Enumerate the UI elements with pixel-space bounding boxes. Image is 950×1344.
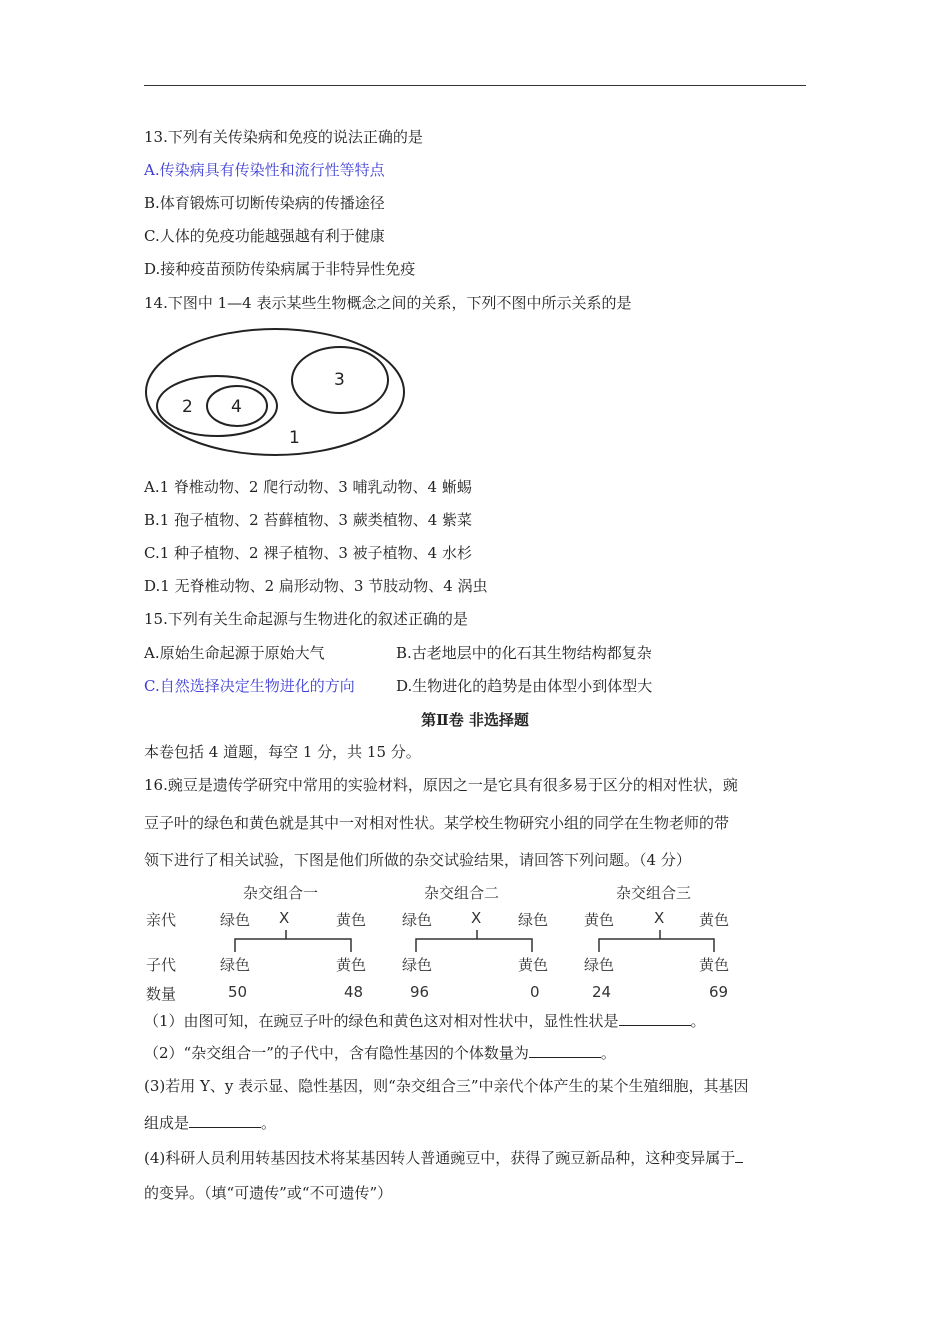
group1-cross: X <box>279 909 290 927</box>
label-1: 1 <box>289 428 300 448</box>
group1-count-right: 48 <box>344 983 364 1001</box>
group3-count-right: 69 <box>709 983 729 1001</box>
q13-option-c: C.人体的免疫功能越强越有利于健康 <box>144 227 385 245</box>
venn-diagram <box>144 322 410 458</box>
q16-sub4-line2: 的变异。（填“可遗传”或“不可遗传”） <box>144 1184 393 1202</box>
q15-option-c: C.自然选择决定生物进化的方向 <box>144 677 355 695</box>
q14-option-d: D.1 无脊椎动物、2 扁形动物、3 节肢动物、4 涡虫 <box>144 577 488 595</box>
q16-sub2 <box>144 1043 616 1063</box>
group2-cross: X <box>471 909 482 927</box>
cross-brackets <box>146 880 736 1004</box>
q15-option-d: D.生物进化的趋势是由体型小到体型大 <box>396 677 653 695</box>
cross-results-figure <box>146 880 736 1004</box>
q16-sub3-blank[interactable] <box>189 1113 261 1128</box>
q16-sub3-text: 组成是 <box>144 1114 190 1132</box>
group3-title: 杂交组合三 <box>616 884 692 902</box>
q14-option-c: C.1 种子植物、2 裸子植物、3 被子植物、4 水杉 <box>144 544 472 562</box>
group3-child-right: 黄色 <box>699 956 730 974</box>
q16-sub2-end: 。 <box>600 1044 616 1062</box>
label-2: 2 <box>182 397 193 417</box>
q13-option-d: D.接种疫苗预防传染病属于非特异性免疫 <box>144 260 416 278</box>
group1-parent-right: 黄色 <box>336 911 367 929</box>
q16-para-line3: 领下进行了相关试验，下图是他们所做的杂交试验结果，请回答下列问题。（4 分） <box>144 851 691 869</box>
group2-parent-left: 绿色 <box>402 911 433 929</box>
q14-option-b: B.1 孢子植物、2 苔藓植物、3 蕨类植物、4 紫菜 <box>144 511 473 529</box>
group1-parent-left: 绿色 <box>220 911 251 929</box>
q15-option-a: A.原始生命起源于原始大气 <box>144 644 325 662</box>
q16-sub4-text: (4)科研人员利用转基因技术将某基因转人普通豌豆中，获得了豌豆新品种，这种变异属于 <box>144 1149 736 1167</box>
group3-parent-right: 黄色 <box>699 911 730 929</box>
q13-option-a: A.传染病具有传染性和流行性等特点 <box>144 161 385 179</box>
group2-count-right: 0 <box>530 983 540 1001</box>
header-rule <box>144 85 806 86</box>
q16-sub1-blank[interactable] <box>619 1011 691 1026</box>
q16-sub2-blank[interactable] <box>529 1043 601 1058</box>
q15-option-b: B.古老地层中的化石其生物结构都复杂 <box>396 644 652 662</box>
q15-stem: 15.下列有关生命起源与生物进化的叙述正确的是 <box>144 610 468 628</box>
label-4: 4 <box>231 397 242 417</box>
section2-title: 第Ⅱ卷 非选择题 <box>421 711 529 729</box>
group2-title: 杂交组合二 <box>424 884 500 902</box>
group2-child-left: 绿色 <box>402 956 433 974</box>
group2-child-right: 黄色 <box>518 956 549 974</box>
ellipse-2 <box>157 376 277 436</box>
ellipse-1 <box>146 329 404 455</box>
q13-stem: 13.下列有关传染病和免疫的说法正确的是 <box>144 128 423 146</box>
group1-child-right: 黄色 <box>336 956 367 974</box>
q14-stem: 14.下图中 1—4 表示某些生物概念之间的关系，下列不图中所示关系的是 <box>144 294 632 312</box>
q16-sub1-end: 。 <box>690 1012 706 1030</box>
group2-count-left: 96 <box>410 983 430 1001</box>
q14-option-a: A.1 脊椎动物、2 爬行动物、3 哺乳动物、4 蜥蜴 <box>144 478 472 496</box>
group3-parent-left: 黄色 <box>584 911 615 929</box>
label-3: 3 <box>334 370 345 390</box>
q16-para-line1: 16.豌豆是遗传学研究中常用的实验材料，原因之一是它具有很多易于区分的相对性状，豌 <box>144 776 738 794</box>
row-label-offspring: 子代 <box>146 956 177 974</box>
q16-sub4-blank[interactable] <box>735 1148 743 1163</box>
q16-sub2-text: （2）“杂交组合一”的子代中，含有隐性基因的个体数量为 <box>144 1044 529 1062</box>
group3-child-left: 绿色 <box>584 956 615 974</box>
section2-intro: 本卷包括 4 道题，每空 1 分，共 15 分。 <box>144 743 421 761</box>
row-label-count: 数量 <box>146 985 177 1003</box>
q16-sub1-text: （1）由图可知，在豌豆子叶的绿色和黄色这对相对性状中，显性性状是 <box>144 1012 619 1030</box>
group1-bracket <box>235 939 351 952</box>
group1-title: 杂交组合一 <box>243 884 319 902</box>
q16-sub3-line2 <box>144 1113 276 1133</box>
group2-parent-right: 绿色 <box>518 911 549 929</box>
q16-sub4-line1 <box>144 1148 743 1168</box>
group3-count-left: 24 <box>592 983 612 1001</box>
q16-para-line2: 豆子叶的绿色和黄色就是其中一对相对性状。某学校生物研究小组的同学在生物老师的带 <box>144 814 730 832</box>
group3-bracket <box>599 939 714 952</box>
q16-sub3-line1: (3)若用 Y、y 表示显、隐性基因，则“杂交组合三”中亲代个体产生的某个生殖细胞，其基因 <box>144 1077 749 1095</box>
q13-option-b: B.体育锻炼可切断传染病的传播途径 <box>144 194 385 212</box>
row-label-parents: 亲代 <box>146 911 177 929</box>
group2-bracket <box>416 939 532 952</box>
group1-child-left: 绿色 <box>220 956 251 974</box>
q16-sub1 <box>144 1011 706 1031</box>
group3-cross: X <box>654 909 665 927</box>
group1-count-left: 50 <box>228 983 248 1001</box>
q16-sub3-end: 。 <box>261 1114 277 1132</box>
